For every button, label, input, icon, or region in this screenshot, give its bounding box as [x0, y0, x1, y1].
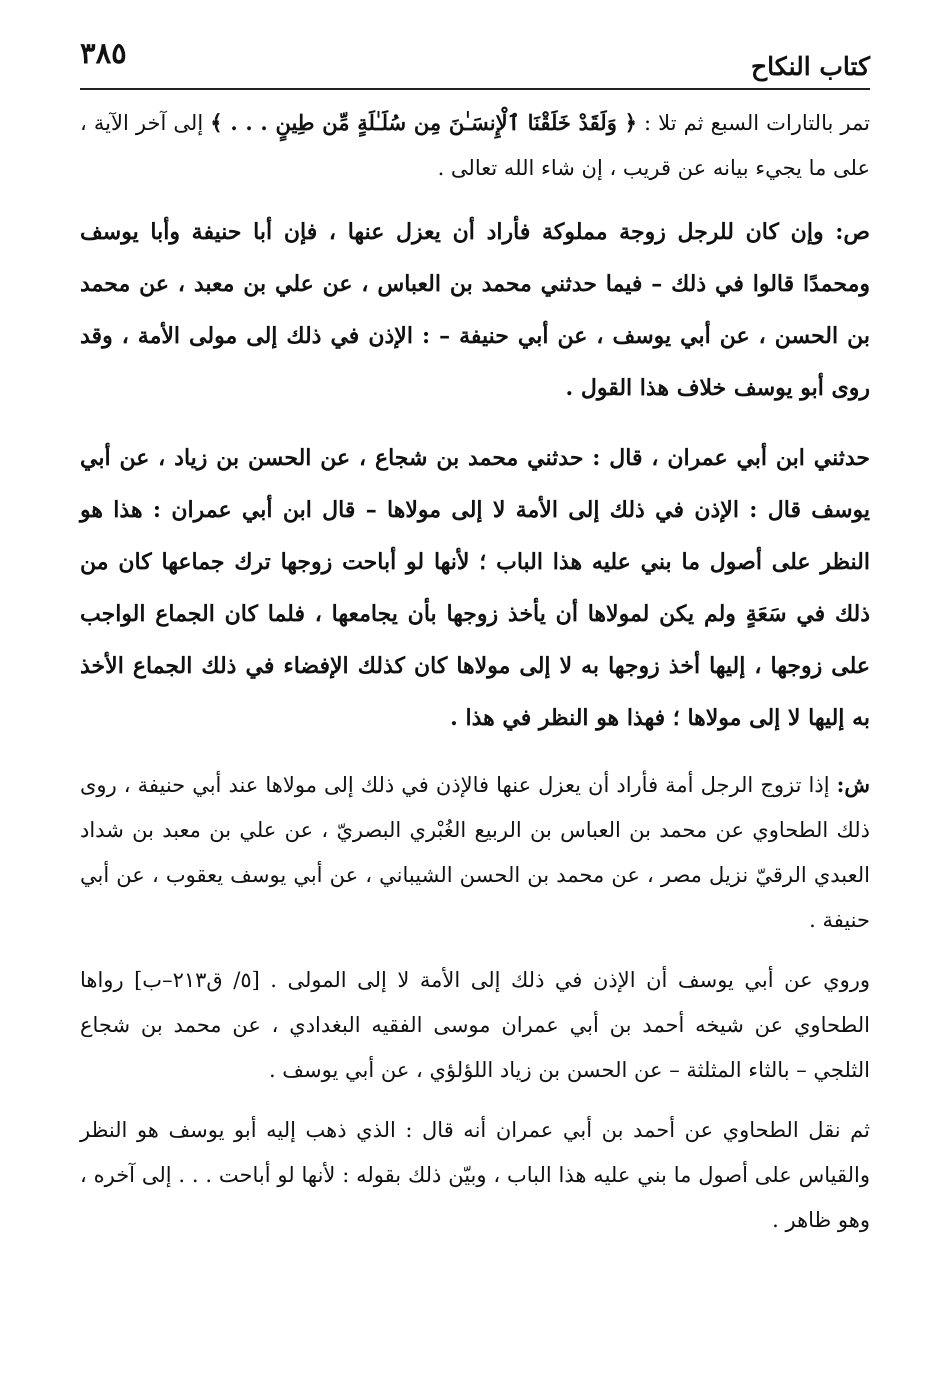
paragraph-text: إلى آخر الآية ، على ما يجيء بيانه عن قريب ، إن شاء الله تعالى . — [80, 111, 870, 180]
page-body — [80, 100, 870, 1243]
matn-text: حدثني ابن أبي عمران ، قال : حدثني محمد بن شجاع ، عن الحسن بن زياد ، عن أبي يوسف قال : الإذن في ذلك إلى الأمة لا إلى مولاها – قال ابن أبي عمران : هذا هو النظر على أصول ما بني عليه هذا الباب ؛ لأنها لو أباحت زوجها ترك جماعها كان من ذلك في سَعَةٍ ولم يكن لمولاها أن يأخذ زوجها بأن يجامعها ، فلما كان الجماع الواجب على زوجها ، إليها أخذ زوجها به لا إلى مولاها كان كذلك الإفضاء في ذلك الجماع الأخذ به إليها لا إلى مولاها ؛ فهذا هو النظر في هذا . — [80, 445, 870, 731]
matn-marker: ص: — [835, 219, 870, 245]
manuscript-folio-ref: [٥/ ق٢١٣–ب] — [134, 968, 260, 992]
commentary-paragraph-3 — [80, 1108, 870, 1243]
matn-paragraph-1 — [80, 206, 870, 414]
commentary-paragraph-1 — [80, 762, 870, 943]
commentary-text: إذا تزوج الرجل أمة فأراد أن يعزل عنها فالإذن في ذلك إلى مولاها عند أبي حنيفة ، روى ذلك الطحاوي عن محمد بن العباس بن الربيع الغُبْري البصريّ ، عن علي بن معبد بن شداد العبدي الرقيّ نزيل مصر ، عن محمد بن الحسن الشيباني ، عن أبي يوسف يعقوب ، عن أبي حنيفة . — [80, 773, 870, 932]
commentary-marker: ش: — [836, 772, 870, 797]
paragraph-1 — [80, 100, 870, 191]
page-number: ٣٨٥ — [80, 36, 127, 70]
commentary-text: ثم نقل الطحاوي عن أحمد بن أبي عمران أنه قال : الذي ذهب إليه أبو يوسف هو النظر والقياس على أصول ما بني عليه هذا الباب ، وبيّن ذلك بقوله : لأنها لو أباحت . . . إلى آخره ، وهو ظاهر . — [80, 1118, 870, 1232]
commentary-text-continued: رواها الطحاوي عن شيخه أحمد بن أبي عمران موسى الفقيه البغدادي ، عن محمد بن شجاع الثلجي – بالثاء المثلثة – عن الحسن بن زياد اللؤلؤي ، عن أبي يوسف . — [80, 968, 870, 1082]
commentary-paragraph-2 — [80, 958, 870, 1093]
commentary-text: وروي عن أبي يوسف أن الإذن في ذلك إلى الأمة لا إلى المولى . — [259, 968, 870, 992]
chapter-title: كتاب النكاح — [751, 52, 870, 81]
matn-text: وإن كان للرجل زوجة مملوكة فأراد أن يعزل عنها ، فإن أبا حنيفة وأبا يوسف ومحمدًا قالوا في ذلك – فيما حدثني محمد بن العباس ، عن علي بن معبد ، عن محمد بن الحسن ، عن أبي يوسف ، عن أبي حنيفة – : الإذن في ذلك إلى مولى الأمة ، وقد روى أبو يوسف خلاف هذا القول . — [80, 219, 870, 401]
quran-quote: ﴿ وَلَقَدْ خَلَقْنَا ٱلْإِنسَـٰنَ مِن سُلَـٰلَةٍ مِّن طِينٍ . . . ﴾ — [210, 110, 637, 135]
matn-paragraph-2 — [80, 432, 870, 744]
paragraph-lead-text: تمر بالتارات السبع ثم تلا : — [636, 111, 870, 135]
running-header — [80, 30, 870, 90]
